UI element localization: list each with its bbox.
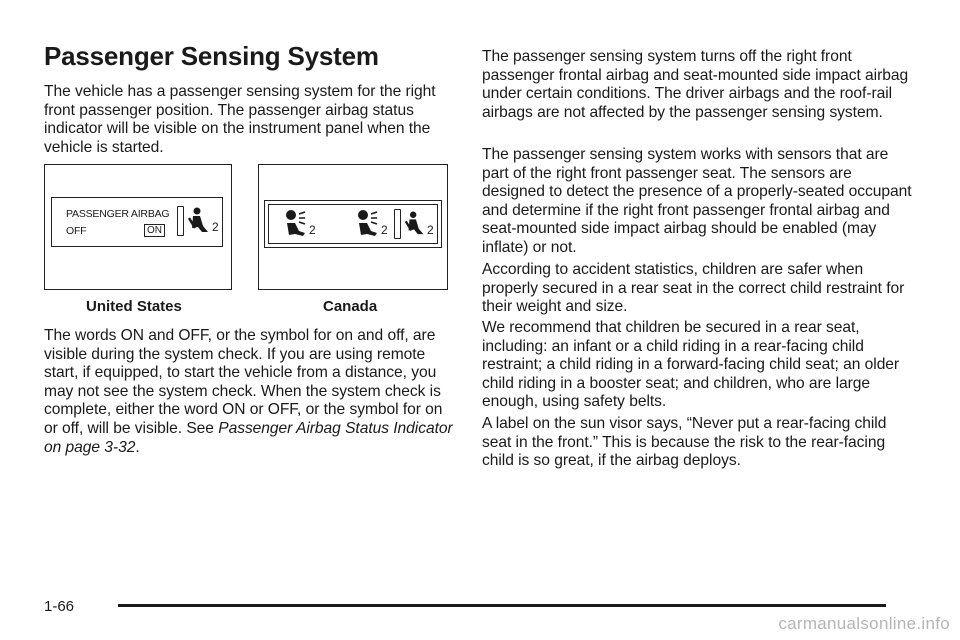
us-icon-suffix: 2 (212, 220, 219, 234)
right-paragraph-1: The passenger sensing system turns off the right front passenger frontal airbag and seat-mounted side impact airbag under certain conditions. The driver airbags and the roof-rail airbags are not affected by the passenger sensing system. (482, 48, 909, 121)
figure-canada (258, 164, 448, 290)
passenger-seat-icon (403, 209, 427, 239)
canada-divider-switch (394, 209, 401, 239)
right-paragraph-5: A label on the sun visor says, “Never put a rear-facing child seat in the front.” This is because the risk to the rear-facing child is so great, if the airbag deploys. (482, 415, 887, 470)
right-paragraph-4: We recommend that children be secured in a rear seat, including: an infant or a child riding in a rear-facing child restraint; a child riding in a forward-facing child seat; an older child riding in a booster seat; and children, who are large enough, using safety belts. (482, 319, 900, 411)
airbag-on-icon (355, 209, 379, 239)
system-check-paragraph: The words ON and OFF, or the symbol for on and off, are visible during the system check. If you are using remote start, if equipped, to start the vehicle from a distance, you may not see the system check. When the system check is complete, either the word ON or OFF, or the symbol for on or off, will be visible. See Passenger Airbag Status Indicator on page 3-32. (44, 327, 453, 456)
caption-united-states: United States (86, 298, 182, 315)
us-label-off: OFF (66, 225, 87, 237)
caption-canada: Canada (323, 298, 378, 315)
canada-indicator-panel (264, 200, 442, 248)
us-indicator-panel (51, 197, 223, 247)
page-number: 1-66 (44, 598, 75, 615)
canada-icon2-suffix: 2 (381, 223, 388, 237)
cross-reference-link[interactable]: Passenger Airbag Status Indicator on page 3-32 (44, 419, 453, 456)
right-paragraph-2: The passenger sensing system works with sensors that are part of the right front passenger seat. The sensors are designed to detect the presence of a properly-seated occupant and determine if the right front passenger frontal airbag and seat-mounted side impact airbag should be enabled (may inflate) or not. (482, 146, 912, 256)
figure-united-states (44, 164, 232, 290)
us-divider-switch (177, 206, 184, 236)
watermark: carmanualsonline.info (778, 614, 950, 633)
canada-icon3-suffix: 2 (427, 223, 434, 237)
canada-icon1-suffix: 2 (309, 223, 316, 237)
us-label-on: ON (144, 224, 165, 237)
page-title: Passenger Sensing System (44, 41, 379, 71)
passenger-airbag-icon (186, 206, 212, 236)
us-label-passenger-airbag: PASSENGER AIRBAG (66, 208, 170, 220)
right-paragraph-3: According to accident statistics, children are safer when properly secured in a rear seat in the correct child restraint for their weight and size. (482, 261, 905, 316)
intro-paragraph: The vehicle has a passenger sensing system for the right front passenger position. The passenger airbag status indicator will be visible on the instrument panel when the vehicle is started. (44, 83, 436, 156)
airbag-off-icon (283, 209, 307, 239)
footer-rule (118, 604, 886, 607)
